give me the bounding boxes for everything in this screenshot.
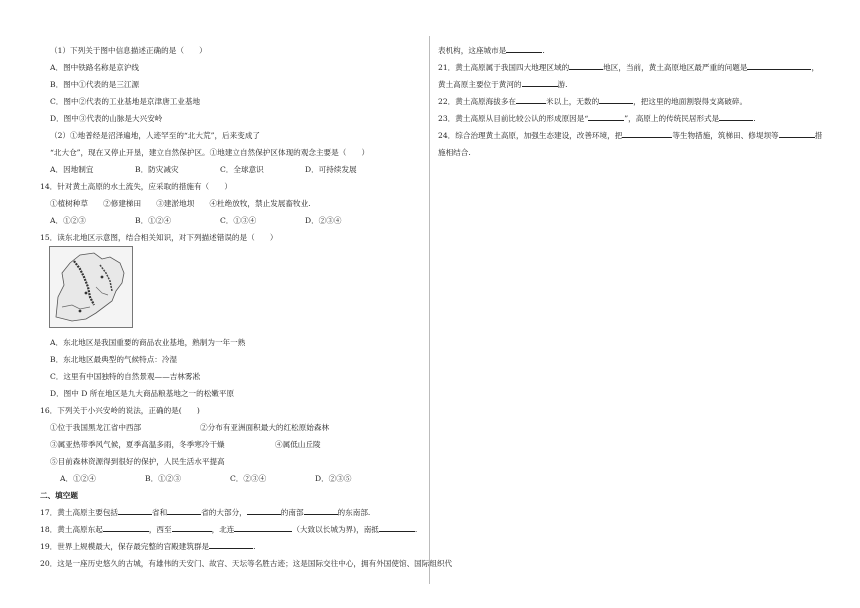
q18 [40,521,425,538]
q18-text: . [414,525,418,534]
q19 [40,538,425,555]
q22-text: ，把这里的地面割裂得支离破碎。 [633,97,748,106]
q13-option-a: A．图中铁路名称是京沪线 [50,63,140,72]
q15-option-b: B．东北地区最典型的气候特点：冷湿 [50,355,178,364]
q23 [438,110,828,127]
q16-items-row2 [40,436,425,453]
q18-text: ，北连 [211,525,235,534]
q21 [438,59,828,76]
q23-text: . [753,114,756,123]
q14-stem: 14．针对黄土高原的水土流失，应采取的措施有（ ） [40,182,232,191]
q13-sub2-options [40,161,425,178]
q23-blank-2[interactable] [719,111,756,123]
q16-item: ④属低山丘陵 [275,440,321,449]
q17 [40,504,425,521]
q17-blank-1[interactable] [118,505,152,515]
q24-blank-2[interactable] [779,128,815,138]
q22-text: 22．黄土高原海拔多在 [438,97,517,106]
q18-text: ，西至 [148,525,172,534]
q14-option: B．①②④ [135,216,171,225]
q13-sub2-stem-cont: “北大仓”，现在又停止开垦，建立自然保护区。①地建立自然保护区体现的观念主要是（ ） [50,148,370,157]
q19-blank[interactable] [209,539,256,551]
q14-options [40,212,425,229]
q18-text: （大致以长城为界)，南抵 [292,525,379,534]
q20-text: 表机构，这座城市是 [438,46,507,55]
q15-option-d: D．图中 D 所在地区是九大商品粮基地之一的松嫩平原 [50,389,235,398]
q13-sub2-stem: （2）①地普经是沼泽遍地，人迹罕至的“北大荒”，后来变成了 [50,131,261,140]
q21-text: 游. [557,80,568,89]
q24 [438,127,828,144]
q18-blank-3[interactable] [234,522,292,532]
q16-stem: 16．下列关于小兴安岭的说法，正确的是( ) [40,406,200,415]
q16-options [40,470,425,487]
q15-option-a: A．东北地区是我国重要的商品农业基地，熟制为一年一熟 [50,338,246,347]
q17-text: 17．黄土高原主要包括 [40,508,119,517]
q21-blank-1[interactable] [569,60,603,70]
q17-text: 的南部 [280,508,304,517]
q16-option: B．①②③ [145,474,181,483]
q13-option-d: D．图中③代表的山脉是大兴安岭 [50,114,163,123]
q20-text: . [542,46,545,55]
q21-text: 21．黄土高原属于我国四大地理区域的 [438,63,570,72]
q13-option-b: B．图中①代表的是三江源 [50,80,140,89]
q16-item5: ⑤目前森林资源得到很好的保护，人民生活水平提高 [50,457,225,466]
q13-sub2-option: D．可持续发展 [305,165,357,174]
q22-blank-2[interactable] [599,94,633,104]
q20: 20．这是一座历史悠久的古城，有雄伟的天安门、故宫、天坛等名胜古迹；这是国际交往中心，拥有外国使馆、国际组织代 [40,559,453,568]
q21-continued [438,76,828,93]
q14-option: A．①②③ [50,216,86,225]
map-icon [50,247,132,327]
q17-text: 省和 [152,508,168,517]
q14-items: ①植树种草 ②修建梯田 ③建淤地坝 ④杜绝放牧，禁止发展畜牧业. [50,199,311,208]
q16-option: C．②③④ [230,474,267,483]
q23-blank-1[interactable] [588,111,624,121]
q13-sub2-option: A．因地制宜 [50,165,94,174]
q22-blank-1[interactable] [516,94,546,104]
q13-sub2-option: C．全球意识 [220,165,264,174]
q18-blank-2[interactable] [172,522,212,532]
q21-blank-2[interactable] [747,60,811,70]
q16-option: D．②③⑤ [315,474,352,483]
q19-text: 19．世界上规模最大，保存最完整的宫殿建筑群是 [40,542,210,551]
q14-option: C．①③④ [220,216,257,225]
q14-option: D．②③④ [305,216,342,225]
q21-text: 黄土高原主要位于黄河的 [438,80,522,89]
q17-blank-4[interactable] [304,505,338,515]
column-divider [429,36,430,584]
q24-continued: 施相结合. [438,148,471,157]
q23-text: ”，高原上的传统民居形式是 [624,114,720,123]
q21-text: ， [811,63,820,72]
northeast-china-map [49,246,133,328]
q15-option-c: C．这里有中国独特的自然景观——吉林雾凇 [50,372,201,381]
q20-continued [438,42,828,59]
q17-text: 的东南部. [337,508,371,517]
q24-text: 等生物措施，筑梯田、修堤坝等 [672,131,779,140]
section-fill-in-title: 二、填空题 [40,491,78,500]
q23-text: 23．黄土高原从目前比较公认的形成原因是“ [438,114,589,123]
q22-text: 米以上，无数的 [546,97,600,106]
q24-text: 措 [814,131,823,140]
q13-option-c: C．图中②代表的工业基地是京津唐工业基地 [50,97,201,106]
q18-blank-4[interactable] [379,522,418,534]
q21-text: 地区，当前，黄土高原地区最严重的问题是 [603,63,748,72]
q18-blank-1[interactable] [103,522,149,532]
q16-item: ①位于我国黑龙江省中西部 [50,423,142,432]
q17-text: 省的大部分， [201,508,247,517]
q16-item: ③属亚热带季风气候，夏季高温多雨，冬季寒冷干燥 [50,440,225,449]
right-column [438,42,828,161]
q20-blank[interactable] [506,43,545,55]
q16-item: ②分布有亚洲面积最大的红松原始森林 [200,423,330,432]
q17-blank-3[interactable] [247,505,281,515]
q16-option: A．①②④ [60,474,96,483]
q24-blank-1[interactable] [622,128,672,138]
q19-text: . [253,542,256,551]
q22 [438,93,828,110]
q24-text: 24．综合治理黄土高原，加强生态建设，改善环境，把 [438,131,623,140]
q15-stem: 15．读东北地区示意图，结合相关知识，对下列描述错误的是（ ） [40,233,278,242]
q16-items-row1 [40,419,425,436]
q13-sub1-stem: （1）下列关于图中信息描述正确的是（ ） [50,46,207,55]
q21-blank-3[interactable] [522,77,558,87]
q13-sub2-option: B．防灾减灾 [135,165,179,174]
q17-blank-2[interactable] [167,505,201,515]
q18-text: 18．黄土高原东起 [40,525,103,534]
